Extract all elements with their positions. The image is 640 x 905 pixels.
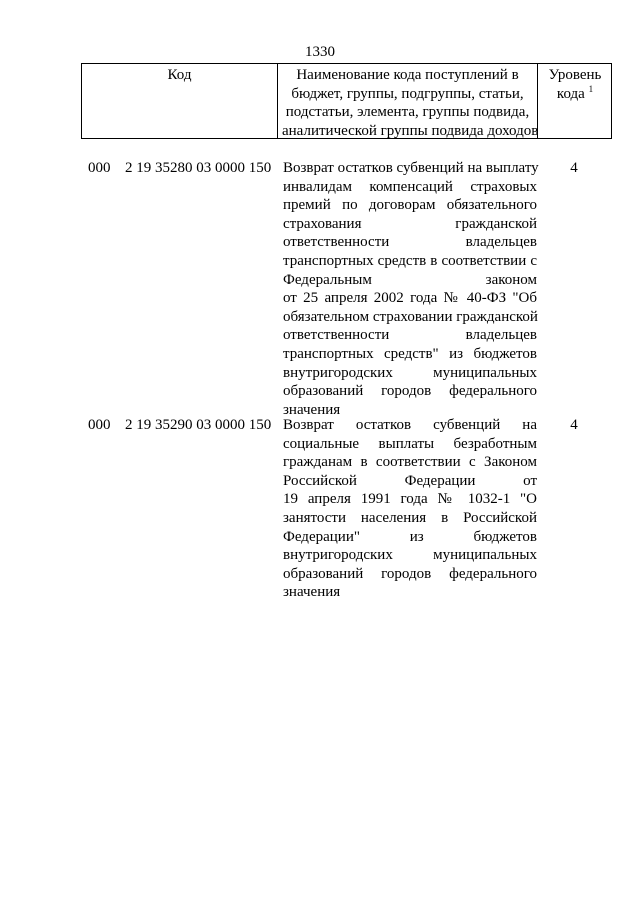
row-level: 4 [570,160,578,176]
row-name-line: внутригородских муниципальных [283,364,537,381]
header-name-cell [278,64,538,138]
page-number: 1330 [305,44,335,60]
row-name-line: ответственности владельцев [283,234,537,251]
row-code: 2 19 35280 03 0000 150 [125,160,272,176]
row-level: 4 [570,417,578,433]
row-name-line: образований городов федерального [283,383,537,400]
row-name-line: образований городов федерального [283,565,537,582]
row-name-line: значения [283,401,341,418]
row-name-line: Федерации" из бюджетов [283,528,537,545]
header-code-label: Код [167,67,192,83]
row-name-line: 19 апреля 1991 года № 1032-1 "О [283,491,537,508]
row-name-line: Российской Федерации от [283,472,537,489]
row-name-line: транспортных средств" из бюджетов [283,345,537,362]
row-name-line: социальные выплаты безработным [283,435,537,452]
header-name-line: аналитической группы подвида доходов [282,122,539,139]
header-level-label: Уровень [548,67,602,83]
row-name-line: обязательном страховании гражданской [283,308,538,325]
header-code-cell [82,64,278,138]
header-name-line: подстатьи, элемента, группы подвида, [285,104,530,121]
row-name [283,159,537,419]
table-header [81,63,612,139]
row-name-line: страхования гражданской [283,215,537,232]
header-name-line: Наименование кода поступлений в [296,67,519,83]
row-name-line: ответственности владельцев [283,327,537,344]
row-name-line: внутригородских муниципальных [283,547,537,564]
row-name-line: транспортных средств в соответствии с [283,252,537,269]
header-level-footnote: 1 [588,83,594,94]
row-name-line: премий по договорам обязательного [283,197,537,214]
row-code-prefix: 000 [88,160,111,176]
header-level-cell [538,64,612,138]
row-code: 2 19 35290 03 0000 150 [125,417,272,433]
row-name-line: занятости населения в Российской [283,509,537,526]
row-name-line: инвалидам компенсаций страховых [283,178,537,195]
row-name [283,416,537,602]
row-name-line: значения [283,584,341,601]
row-code-prefix: 000 [88,417,111,433]
row-name-line: гражданам в соответствии с Законом [283,454,537,471]
header-level-word: кода [556,85,585,102]
header-name-line: бюджет, группы, подгруппы, статьи, [291,85,524,102]
row-name-line: от 25 апреля 2002 года № 40-ФЗ "Об [283,290,537,307]
row-name-line: Возврат остатков субвенций на выплату [283,160,539,176]
header-level-label-2 [538,85,612,104]
row-name-line: Возврат остатков субвенций на [283,417,537,433]
row-name-line: Федеральным законом [283,271,537,288]
